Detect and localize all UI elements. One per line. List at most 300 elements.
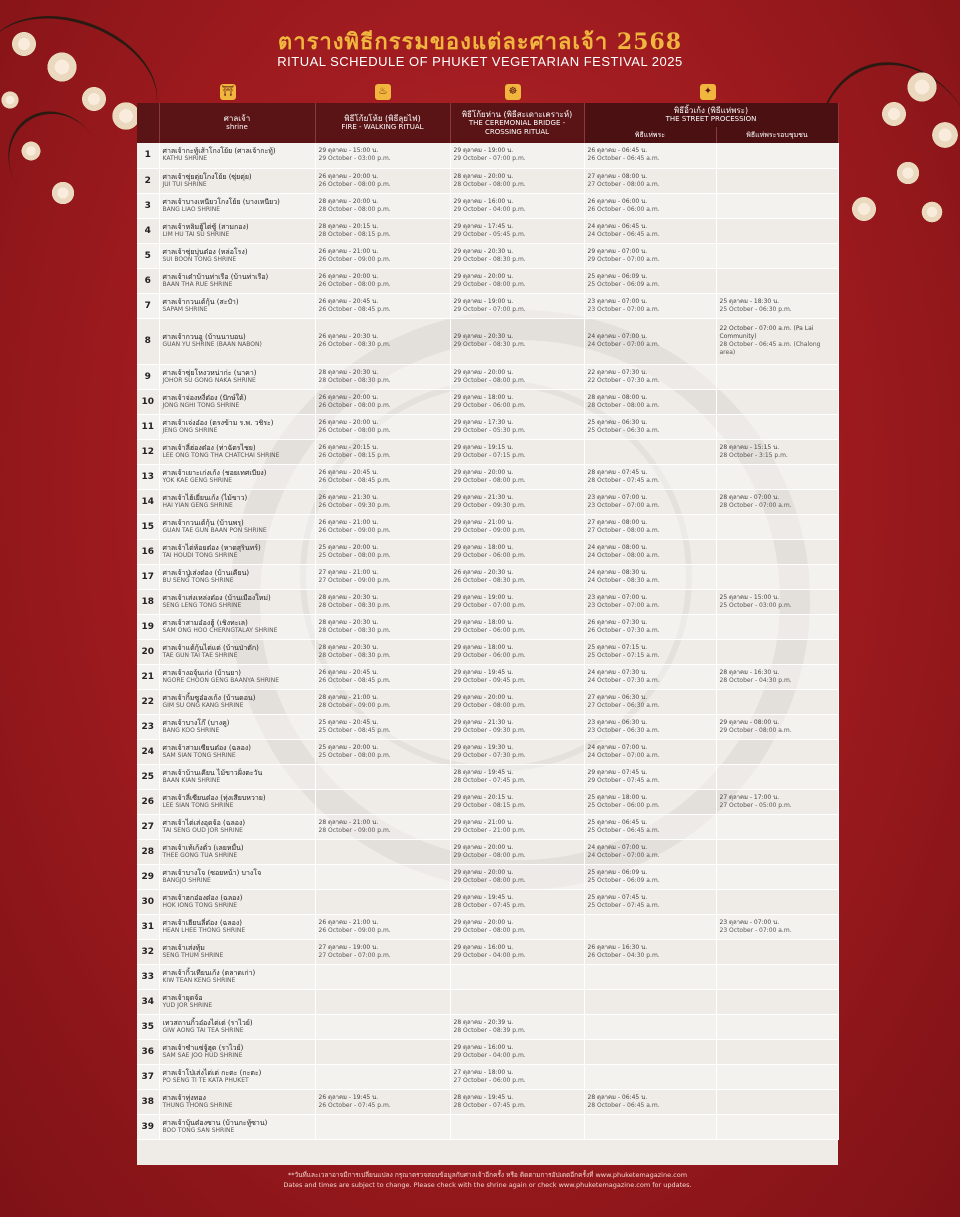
procession-time-line: 29 ตุลาคม - 07:45 น. <box>587 768 648 776</box>
community-procession-time-line: 28 ตุลาคม - 15:15 น. <box>719 443 780 451</box>
fire-walking-time-line: 26 ตุลาคม - 20:15 น. <box>318 443 379 451</box>
fire-walking-time <box>315 889 450 914</box>
shrine-name-line: ศาลเจ้าซุ่ยตุ่ยโกงโย้ย (ซุ่ยตุ่ย) <box>162 172 252 181</box>
shrine-name-line: BAAN KIAN SHRINE <box>162 776 221 784</box>
fire-walking-time-line: 28 ตุลาคม - 20:30 น. <box>318 368 379 376</box>
fire-walking-time-line: 26 October - 08:00 p.m. <box>318 280 391 288</box>
bridge-crossing-time-line: 29 October - 04:00 p.m. <box>453 205 526 213</box>
procession-time <box>584 414 716 439</box>
bridge-crossing-time-line: 29 ตุลาคม - 17:45 น. <box>453 222 514 230</box>
fire-walking-time-line: 26 October - 08:15 p.m. <box>318 451 391 459</box>
shrine-name <box>159 268 315 293</box>
bridge-crossing-time-line: 28 October - 07:45 p.m. <box>453 1101 526 1109</box>
shrine-name-line: ศาลเจ้ากวนอู (บ้านนาบอน) <box>162 333 246 341</box>
row-number: 17 <box>137 564 159 589</box>
fire-walking-time <box>315 318 450 364</box>
table-row <box>137 789 838 814</box>
procession-time <box>584 614 716 639</box>
community-procession-time <box>716 489 838 514</box>
bridge-crossing-time <box>450 143 584 168</box>
bridge-crossing-time <box>450 639 584 664</box>
fire-walking-time <box>315 814 450 839</box>
fire-walking-time-line: 26 ตุลาคม - 20:30 น. <box>318 333 379 340</box>
shrine-name-line: SUI BOON TONG SHRINE <box>162 255 237 263</box>
procession-time-line: 25 October - 07:45 a.m. <box>587 901 660 909</box>
fire-walking-time <box>315 439 450 464</box>
bridge-crossing-time-line: 29 October - 07:00 p.m. <box>453 305 526 313</box>
shrine-name-line: NGORE CHOON GENG BAANYA SHRINE <box>162 676 279 684</box>
table-row <box>137 218 838 243</box>
community-procession-time <box>716 739 838 764</box>
procession-time <box>584 939 716 964</box>
shrine-name <box>159 764 315 789</box>
shrine-name-line: ศาลเจ้าเส่งทุ้ม <box>162 943 205 952</box>
procession-time-line: 29 October - 07:00 a.m. <box>587 255 660 263</box>
fire-walking-time <box>315 464 450 489</box>
procession-time-line: 28 October - 06:45 a.m. <box>587 1101 660 1109</box>
row-number: 34 <box>137 989 159 1014</box>
header-number <box>137 103 159 143</box>
procession-time <box>584 1039 716 1064</box>
fire-walking-time-line: 26 October - 09:30 p.m. <box>318 501 391 509</box>
shrine-name-line: ศาลเจ้ากวนเต้กุ้น (บ้านพรุ) <box>162 518 244 527</box>
shrine-name <box>159 168 315 193</box>
table-row <box>137 764 838 789</box>
bridge-crossing-time-line: 29 October - 08:00 p.m. <box>453 701 526 709</box>
header-procession <box>584 103 838 127</box>
fire-walking-time <box>315 589 450 614</box>
row-number: 7 <box>137 293 159 318</box>
bridge-crossing-time-line: 29 October - 09:00 p.m. <box>453 526 526 534</box>
table-row <box>137 364 838 389</box>
shrine-name-line: GIM SU ONG KANG SHRINE <box>162 701 244 709</box>
fire-walking-time-line: 28 ตุลาคม - 20:30 น. <box>318 618 379 626</box>
row-number: 4 <box>137 218 159 243</box>
procession-time <box>584 739 716 764</box>
fire-walking-time-line: 27 ตุลาคม - 21:00 น. <box>318 568 379 576</box>
bridge-crossing-time <box>450 764 584 789</box>
table-row <box>137 739 838 764</box>
fire-walking-time <box>315 664 450 689</box>
shrine-name-line: LEE SIAN TONG SHRINE <box>162 801 234 809</box>
procession-time-line: 23 October - 07:00 a.m. <box>587 501 660 509</box>
community-procession-time <box>716 364 838 389</box>
row-number: 27 <box>137 814 159 839</box>
bridge-crossing-time-line: 29 ตุลาคม - 20:00 น. <box>453 843 514 851</box>
shrine-name-line: ศาลเจ้าแต้กุ้นไต่แต่ (บ้านป่าตัก) <box>162 643 259 652</box>
fire-walking-time <box>315 939 450 964</box>
table-row <box>137 514 838 539</box>
fire-walking-time-line: 29 ตุลาคม - 15:00 น. <box>318 147 379 155</box>
procession-time-line: 28 ตุลาคม - 07:45 น. <box>587 468 648 476</box>
shrine-name-line: JUI TUI SHRINE <box>162 180 207 188</box>
procession-time-line: 24 October - 08:00 a.m. <box>587 551 660 559</box>
procession-time-line: 26 ตุลาคม - 16:30 น. <box>587 943 648 951</box>
row-number: 8 <box>137 318 159 364</box>
bridge-crossing-time-line: 29 October - 08:00 p.m. <box>453 280 526 288</box>
shrine-name-line: JENG ONG SHRINE <box>162 426 218 434</box>
fire-walking-time-line: 28 ตุลาคม - 20:30 น. <box>318 593 379 601</box>
bridge-crossing-time-line: 29 October - 08:15 p.m. <box>453 801 526 809</box>
row-number: 21 <box>137 664 159 689</box>
bridge-crossing-time <box>450 414 584 439</box>
community-procession-time-line: 25 ตุลาคม - 15:00 น. <box>719 593 780 601</box>
community-procession-time <box>716 193 838 218</box>
fire-walking-time-line: 27 October - 07:00 p.m. <box>318 951 391 959</box>
community-procession-time <box>716 514 838 539</box>
shrine-name-line: ศาลเจ้าบางเหนียวโกงโย้ย (บางเหนียว) <box>162 197 280 206</box>
bridge-crossing-time <box>450 739 584 764</box>
shrine-name-line: ศาลเจ้าจ่องหงี่ต๋อง (ปักษ์ใต้) <box>162 393 247 402</box>
header-bridge-en: THE CEREMONIAL BRIDGE - CROSSING RITUAL <box>468 118 566 136</box>
shrine-name-line: SAPAM SHRINE <box>162 305 208 313</box>
shrine-name-line: ศาลเจ้ากะทู้เส้าโกงโย้ย (ศาลเจ้ากะทู้) <box>162 147 276 156</box>
table-row <box>137 464 838 489</box>
bridge-crossing-time <box>450 614 584 639</box>
shrine-name <box>159 964 315 989</box>
bridge-crossing-time-line: 29 ตุลาคม - 19:45 น. <box>453 893 514 901</box>
shrine-name-line: ศาลเจ้าทุ่งทอง <box>162 1093 206 1102</box>
shrine-name <box>159 389 315 414</box>
procession-time-line: 26 October - 06:00 a.m. <box>587 205 660 213</box>
fire-walking-time <box>315 564 450 589</box>
header-fire-th: พิธีโก้ยโห้ย (พิธีลุยไฟ) <box>344 114 421 123</box>
shrine-name-line: JONG NGHI TONG SHRINE <box>162 401 240 409</box>
header-bridge-th: พิธีโก้ยห่าน (พิธีสะเดาะเคราะห์) <box>461 109 573 119</box>
shrine-name-line: HAI YIAN GENG SHRINE <box>162 501 233 509</box>
bridge-crossing-time <box>450 839 584 864</box>
procession-time-line: 22 ตุลาคม - 07:30 น. <box>587 368 648 376</box>
shrine-name-line: ศาลเจ้าไต่ห้อยต๋อง (หาดสุรินทร์) <box>162 543 261 552</box>
procession-time <box>584 243 716 268</box>
community-procession-time <box>716 1089 838 1114</box>
fire-walking-time-line: 26 October - 08:30 p.m. <box>318 341 391 348</box>
bridge-crossing-time-line: 29 ตุลาคม - 20:30 น. <box>453 333 514 340</box>
shrine-name <box>159 614 315 639</box>
bridge-crossing-time-line: 29 October - 07:00 p.m. <box>453 155 526 163</box>
procession-time-line: 25 ตุลาคม - 07:45 น. <box>587 893 648 901</box>
schedule-table <box>137 103 839 1140</box>
shrine-name-line: LEE ONG TONG THA CHATCHAI SHRINE <box>162 451 280 459</box>
procession-time <box>584 218 716 243</box>
bridge-crossing-time <box>450 1064 584 1089</box>
table-row <box>137 439 838 464</box>
row-number: 15 <box>137 514 159 539</box>
procession-time <box>584 589 716 614</box>
bridge-crossing-time-line: 28 ตุลาคม - 20:00 น. <box>453 172 514 180</box>
footer-note <box>137 1170 838 1190</box>
fire-walking-time-line: 25 October - 08:00 p.m. <box>318 551 391 559</box>
community-procession-time <box>716 714 838 739</box>
bridge-crossing-time-line: 29 October - 04:00 p.m. <box>453 1051 526 1059</box>
procession-time-line: 27 October - 08:00 a.m. <box>587 180 660 188</box>
row-number: 2 <box>137 168 159 193</box>
table-row <box>137 639 838 664</box>
shrine-name <box>159 664 315 689</box>
fire-walking-time <box>315 193 450 218</box>
fire-walking-time-line: 28 October - 08:00 p.m. <box>318 205 391 213</box>
bridge-crossing-time-line: 26 October - 08:30 p.m. <box>453 576 526 584</box>
bridge-crossing-time-line: 29 ตุลาคม - 16:00 น. <box>453 943 514 951</box>
bridge-crossing-time <box>450 318 584 364</box>
procession-time-line: 25 ตุลาคม - 06:09 น. <box>587 868 648 876</box>
procession-time-line: 28 October - 07:45 a.m. <box>587 476 660 484</box>
row-number: 19 <box>137 614 159 639</box>
shrine-name-line: THUNG THONG SHRINE <box>162 1101 233 1109</box>
procession-time-line: 25 October - 06:45 a.m. <box>587 826 660 834</box>
bridge-crossing-time-line: 28 October - 08:00 p.m. <box>453 180 526 188</box>
bridge-crossing-time-line: 28 October - 07:45 p.m. <box>453 776 526 784</box>
community-procession-time-line: 23 ตุลาคม - 07:00 น. <box>719 918 780 926</box>
shrine-name <box>159 243 315 268</box>
fire-walking-time <box>315 914 450 939</box>
shrine-name <box>159 539 315 564</box>
fire-walking-time-line: 26 ตุลาคม - 19:45 น. <box>318 1093 379 1101</box>
shrine-name-line: KATHU SHRINE <box>162 155 207 163</box>
table-row <box>137 268 838 293</box>
procession-time <box>584 764 716 789</box>
row-number: 28 <box>137 839 159 864</box>
procession-time <box>584 664 716 689</box>
community-procession-time-line: 25 October - 06:30 p.m. <box>719 305 792 313</box>
fire-walking-time-line: 25 ตุลาคม - 20:00 น. <box>318 743 379 751</box>
table-row <box>137 389 838 414</box>
fire-walking-time-line: 26 ตุลาคม - 21:30 น. <box>318 493 379 501</box>
shrine-name <box>159 514 315 539</box>
shrine-name-line: TAI HOUDI TONG SHRINE <box>162 551 238 559</box>
procession-time-line: 25 ตุลาคม - 06:09 น. <box>587 272 648 280</box>
fire-walking-time-line: 28 October - 08:30 p.m. <box>318 376 391 384</box>
procession-time-line: 24 October - 08:30 a.m. <box>587 576 660 584</box>
shrine-name-line: ศาลเจ้าซำแซ่จู้ฮุด (ราไวย์) <box>162 1043 244 1052</box>
bridge-crossing-time-line: 29 October - 06:00 p.m. <box>453 551 526 559</box>
bridge-crossing-time-line: 29 ตุลาคม - 18:00 น. <box>453 618 514 626</box>
bridge-crossing-time-line: 29 ตุลาคม - 21:30 น. <box>453 493 514 501</box>
procession-time <box>584 889 716 914</box>
shrine-name-line: YOK KAE GENG SHRINE <box>162 476 233 484</box>
bridge-crossing-time <box>450 589 584 614</box>
fire-walking-time <box>315 639 450 664</box>
row-number: 12 <box>137 439 159 464</box>
shrine-name-line: ศาลเจ้ากิ้มซูอ๋องเก้ง (บ้านดอน) <box>162 693 256 702</box>
shrine-name-line: ศาลเจ้าฮกอ๋องต๋อง (ฉลอง) <box>162 893 243 902</box>
bridge-crossing-time-line: 29 ตุลาคม - 21:00 น. <box>453 818 514 826</box>
row-number: 3 <box>137 193 159 218</box>
fire-walking-time-line: 28 ตุลาคม - 20:00 น. <box>318 197 379 205</box>
community-procession-time <box>716 764 838 789</box>
procession-time-line: 24 ตุลาคม - 08:30 น. <box>587 568 648 576</box>
procession-time <box>584 364 716 389</box>
shrine-name <box>159 414 315 439</box>
header-shrine-th: ศาลเจ้า <box>223 114 251 123</box>
community-procession-time <box>716 939 838 964</box>
bridge-crossing-time <box>450 1014 584 1039</box>
community-procession-time <box>716 964 838 989</box>
shrine-name-line: ศาลเจ้าบ้านเคียน ไม้ขาวฝั่งตะวัน <box>162 768 263 777</box>
shrine-name <box>159 989 315 1014</box>
fire-walking-time <box>315 243 450 268</box>
table-row <box>137 589 838 614</box>
shrine-name-line: ศาลเจ้าซุ่ยโหงวหน่าก่ะ (นาคา) <box>162 368 257 377</box>
table-row <box>137 243 838 268</box>
shrine-name-line: ศาลเจ้าเฮียนลี่ต๋อง (ฉลอง) <box>162 918 242 927</box>
shrine-name-line: HOK IONG TONG SHRINE <box>162 901 238 909</box>
shrine-name-line: PO SENG TI TE KATA PHUKET <box>162 1076 249 1084</box>
procession-time-line: 23 ตุลาคม - 06:30 น. <box>587 718 648 726</box>
procession-time <box>584 318 716 364</box>
shrine-name-line: ศาลเจ้าซุ่ยบุ่นต๋อง (หล่อโรง) <box>162 247 248 256</box>
shrine-name-line: BANG KOO SHRINE <box>162 726 220 734</box>
fire-walking-time-line: 26 ตุลาคม - 20:45 น. <box>318 468 379 476</box>
bridge-crossing-time <box>450 464 584 489</box>
fire-walking-time <box>315 168 450 193</box>
bridge-crossing-time-line: 29 October - 09:45 p.m. <box>453 676 526 684</box>
community-procession-time-line: 27 ตุลาคม - 17:00 น. <box>719 793 780 801</box>
bridge-crossing-time <box>450 514 584 539</box>
community-procession-time-line: 28 ตุลาคม - 07:00 น. <box>719 493 780 501</box>
shrine-name-line: ศาลเจ้าลี่เซียนต๋อง (ทุ่งเสียบหวาย) <box>162 793 266 802</box>
row-number: 36 <box>137 1039 159 1064</box>
row-number: 14 <box>137 489 159 514</box>
fire-walking-time-line: 26 October - 09:00 p.m. <box>318 926 391 934</box>
table-row <box>137 1014 838 1039</box>
bridge-crossing-time <box>450 268 584 293</box>
shrine-name-line: LIM HU TAI SU SHRINE <box>162 230 230 238</box>
community-procession-time-line: 22 October - 07:00 a.m. (Pa Lai Community) <box>719 325 814 340</box>
procession-time-line: 27 October - 06:30 a.m. <box>587 701 660 709</box>
shrine-name-line: ศาลเจ้าสามเซียนต๋อง (ฉลอง) <box>162 743 251 752</box>
row-number: 18 <box>137 589 159 614</box>
community-procession-time <box>716 318 838 364</box>
community-procession-time <box>716 439 838 464</box>
fire-walking-time <box>315 614 450 639</box>
shrine-name-line: ศาลเจ้ายุดจ้อ <box>162 993 203 1002</box>
table-row <box>137 1039 838 1064</box>
shrine-name-line: ศาลเจ้าเต๋าบ้านท่าเรือ (บ้านท่าเรือ) <box>162 272 269 281</box>
shrine-name-line: ศาลเจ้าไต่เส่งอุดจ้อ (ฉลอง) <box>162 818 246 827</box>
bridge-crossing-time-line: 29 October - 05:30 p.m. <box>453 426 526 434</box>
shrine-name <box>159 489 315 514</box>
community-procession-time-line: 25 October - 03:00 p.m. <box>719 601 792 609</box>
fire-walking-time-line: 26 ตุลาคม - 20:00 น. <box>318 272 379 280</box>
bridge-crossing-time-line: 29 ตุลาคม - 19:00 น. <box>453 297 514 305</box>
bridge-crossing-time-line: 29 October - 09:30 p.m. <box>453 726 526 734</box>
bridge-crossing-time <box>450 1114 584 1139</box>
community-procession-time <box>716 789 838 814</box>
row-number: 11 <box>137 414 159 439</box>
table-row <box>137 318 838 364</box>
shrine-name <box>159 939 315 964</box>
procession-time-line: 25 ตุลาคม - 06:30 น. <box>587 418 648 426</box>
fire-walking-time-line: 28 October - 08:15 p.m. <box>318 230 391 238</box>
bridge-crossing-time-line: 28 ตุลาคม - 19:45 น. <box>453 1093 514 1101</box>
row-number: 35 <box>137 1014 159 1039</box>
bridge-crossing-time <box>450 168 584 193</box>
title-english: RITUAL SCHEDULE OF PHUKET VEGETARIAN FESTIVAL 2025 <box>277 54 683 69</box>
shrine-name <box>159 789 315 814</box>
row-number: 13 <box>137 464 159 489</box>
shrine-name <box>159 193 315 218</box>
procession-time-line: 24 October - 07:00 a.m. <box>587 341 660 348</box>
procession-time <box>584 1114 716 1139</box>
bridge-crossing-time <box>450 489 584 514</box>
shrine-name <box>159 739 315 764</box>
procession-time-line: 24 October - 07:30 a.m. <box>587 676 660 684</box>
procession-time <box>584 989 716 1014</box>
community-procession-time <box>716 243 838 268</box>
row-number: 1 <box>137 143 159 168</box>
fire-walking-time-line: 26 ตุลาคม - 21:00 น. <box>318 247 379 255</box>
fire-walking-time-line: 26 ตุลาคม - 20:00 น. <box>318 172 379 180</box>
bridge-crossing-time <box>450 889 584 914</box>
shrine-name <box>159 639 315 664</box>
bridge-crossing-time <box>450 389 584 414</box>
community-procession-time <box>716 1039 838 1064</box>
table-row <box>137 564 838 589</box>
fire-walking-time-line: 29 October - 03:00 p.m. <box>318 155 391 163</box>
table-row <box>137 1089 838 1114</box>
procession-time <box>584 168 716 193</box>
shrine-name-line: TAE GUN TAI TAE SHRINE <box>162 651 238 659</box>
procession-time <box>584 293 716 318</box>
fire-walking-time <box>315 739 450 764</box>
table-row <box>137 964 838 989</box>
procession-time-line: 24 October - 07:00 a.m. <box>587 851 660 859</box>
shrine-name <box>159 564 315 589</box>
bridge-crossing-time-line: 29 October - 08:00 p.m. <box>453 876 526 884</box>
fire-walking-time-line: 28 October - 08:30 p.m. <box>318 601 391 609</box>
procession-time-line: 24 ตุลาคม - 07:00 น. <box>587 333 648 340</box>
shrine-name-line: ศาลเจ้าปู่เส่งต๋อง (บ้านเคียน) <box>162 568 250 577</box>
fire-walking-time-line: 26 October - 09:00 p.m. <box>318 255 391 263</box>
fire-walking-time <box>315 1114 450 1139</box>
row-number: 20 <box>137 639 159 664</box>
community-procession-time <box>716 143 838 168</box>
bridge-crossing-time-line: 29 ตุลาคม - 19:45 น. <box>453 668 514 676</box>
bridge-crossing-time-line: 29 October - 08:30 p.m. <box>453 255 526 263</box>
shrine-name <box>159 1064 315 1089</box>
procession-time-line: 23 October - 07:00 a.m. <box>587 305 660 313</box>
procession-time-line: 26 October - 06:45 a.m. <box>587 155 660 163</box>
fire-walking-time-line: 26 ตุลาคม - 20:00 น. <box>318 393 379 401</box>
fire-walking-time <box>315 293 450 318</box>
shrine-name-line: SENG LENG TONG SHRINE <box>162 601 242 609</box>
shrine-name-line: BAAN THA RUE SHRINE <box>162 280 233 288</box>
shrine-name <box>159 839 315 864</box>
procession-time-line: 24 October - 06:45 a.m. <box>587 230 660 238</box>
bridge-crossing-time-line: 29 October - 06:00 p.m. <box>453 401 526 409</box>
bridge-crossing-time <box>450 218 584 243</box>
procession-time-line: 27 October - 08:00 a.m. <box>587 526 660 534</box>
row-number: 9 <box>137 364 159 389</box>
shrine-name-line: ศาลเจ้ากิ้วเทียนเก้ง (ตลาดเก่า) <box>162 968 256 977</box>
row-number: 29 <box>137 864 159 889</box>
procession-icon: ✦ <box>700 84 716 100</box>
table-row <box>137 143 838 168</box>
bridge-crossing-time-line: 29 October - 04:00 p.m. <box>453 951 526 959</box>
bridge-crossing-time <box>450 714 584 739</box>
procession-time-line: 26 October - 04:30 p.m. <box>587 951 660 959</box>
procession-time <box>584 964 716 989</box>
fire-walking-time-line: 26 October - 09:00 p.m. <box>318 526 391 534</box>
fire-walking-time <box>315 489 450 514</box>
shrine-name-line: เทวสถานกิ้วอ๋องไต่เต่ (ราไวย์) <box>162 1018 253 1027</box>
fire-icon: ♨ <box>375 84 391 100</box>
community-procession-time-line: 28 October - 06:45 a.m. (Chalong area) <box>719 341 821 356</box>
table-row <box>137 989 838 1014</box>
bridge-crossing-time-line: 29 ตุลาคม - 18:00 น. <box>453 543 514 551</box>
bridge-crossing-time-line: 28 ตุลาคม - 19:45 น. <box>453 768 514 776</box>
